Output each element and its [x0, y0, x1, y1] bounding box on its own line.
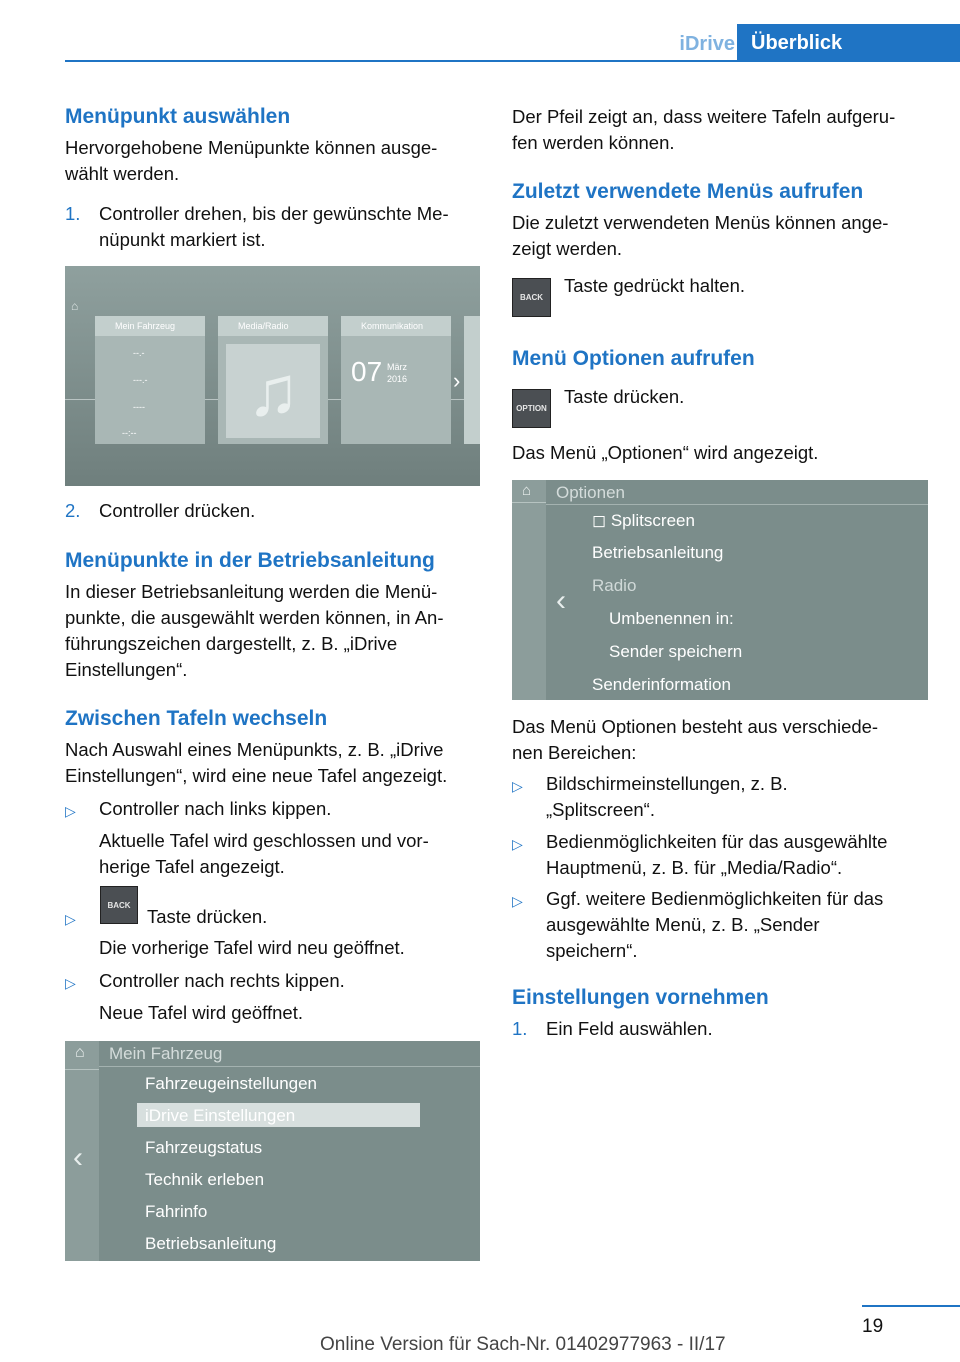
mein-fahrzeug-screen	[65, 1041, 480, 1261]
tab-ueberblick[interactable]: Überblick	[737, 24, 960, 62]
heading-einstellungen-vornehmen: Einstellungen vornehmen	[512, 986, 769, 1009]
tile-next[interactable]	[464, 316, 480, 444]
text: Das Menü „Optionen“ wird angezeigt.	[512, 442, 819, 463]
menu-item[interactable]: Betriebsanleitung	[145, 1234, 277, 1253]
back-button-icon: BACK	[512, 278, 551, 317]
home-icon[interactable]: ⌂	[75, 1044, 85, 1061]
menu-item[interactable]: Technik erleben	[145, 1170, 265, 1189]
list-item: Controller nach links kippen.	[99, 798, 332, 819]
date-year: 2016	[387, 374, 408, 384]
menu-item[interactable]: Fahrzeugstatus	[145, 1138, 263, 1157]
step-text: nüpunkt markiert ist.	[99, 229, 266, 250]
step-number: 2.	[65, 500, 81, 521]
left-rail	[512, 480, 546, 700]
divider	[512, 502, 546, 503]
bullet-triangle-icon: ▷	[65, 911, 76, 927]
text: Der Pfeil zeigt an, dass weitere Tafeln aufgeru-	[512, 106, 896, 127]
text: punkte, die ausgewählt werden können, in An-	[65, 607, 444, 628]
tile-label: Kommunikation	[341, 316, 451, 336]
text: zeigt werden.	[512, 238, 623, 259]
online-version-note: Online Version für Sach-Nr. 01402977963 - II/17	[320, 1334, 726, 1355]
back-button-icon: BACK	[100, 886, 138, 924]
step-text: Controller drücken.	[99, 500, 256, 521]
list-item: Neue Tafel wird geöffnet.	[99, 1002, 303, 1023]
text: Hervorgehobene Menüpunkte können ausge-	[65, 137, 438, 158]
list-item: Taste drücken.	[147, 906, 268, 927]
heading-menuepunkte-betriebsanleitung: Menüpunkte in der Betriebsanleitung	[65, 549, 435, 572]
value: ---.-	[133, 375, 148, 385]
text: wählt werden.	[65, 163, 180, 184]
tile-label: Mein Fahrzeug	[95, 316, 205, 336]
bullet-triangle-icon: ▷	[512, 893, 523, 909]
list-item: „Splitscreen“.	[546, 799, 655, 820]
list-item: herige Tafel angezeigt.	[99, 856, 285, 877]
list-item: Bildschirmeinstellungen, z. B.	[546, 773, 788, 794]
tile-media-radio[interactable]	[218, 316, 328, 444]
tile-mein-fahrzeug[interactable]	[95, 316, 205, 444]
divider	[99, 1066, 480, 1067]
bullet-triangle-icon: ▷	[512, 836, 523, 852]
heading-zuletzt-verwendete: Zuletzt verwendete Menüs aufrufen	[512, 180, 864, 203]
text: Nach Auswahl eines Menüpunkts, z. B. „iDrive	[65, 739, 444, 760]
menu-item[interactable]: Fahrinfo	[145, 1202, 208, 1221]
value: --.-	[133, 348, 145, 358]
menu-item[interactable]: Betriebsanleitung	[592, 543, 724, 562]
footer-divider	[862, 1305, 960, 1307]
list-item: Bedienmöglichkeiten für das ausgewählte	[546, 831, 888, 852]
date-month: März	[387, 362, 407, 372]
heading-zwischen-tafeln: Zwischen Tafeln wechseln	[65, 707, 328, 730]
list-item: Aktuelle Tafel wird geschlossen und vor-	[99, 830, 429, 851]
tab-idrive[interactable]: iDrive	[679, 33, 735, 55]
menu-item[interactable]: Senderinformation	[592, 675, 731, 694]
divider	[65, 1069, 99, 1070]
list-item: Hauptmenü, z. B. für „Media/Radio“.	[546, 857, 843, 878]
text: fen werden können.	[512, 132, 675, 153]
list-item: Die vorherige Tafel wird neu geöffnet.	[99, 937, 405, 958]
music-note-icon: ♫	[226, 344, 320, 438]
text: nen Bereichen:	[512, 742, 637, 763]
optionen-screen	[512, 480, 928, 700]
step-text: Ein Feld auswählen.	[546, 1018, 713, 1039]
tile-kommunikation[interactable]	[341, 316, 451, 444]
text: führungszeichen dargestellt, z. B. „iDrive	[65, 633, 398, 654]
menu-item[interactable]: Umbenennen in:	[609, 609, 734, 628]
text: Taste drücken.	[564, 386, 685, 407]
home-icon[interactable]: ⌂	[522, 482, 532, 499]
chevron-left-icon[interactable]: ‹	[556, 584, 566, 617]
heading-menue-optionen: Menü Optionen aufrufen	[512, 347, 755, 370]
menu-item[interactable]: Fahrzeugeinstellungen	[145, 1074, 318, 1093]
home-icon: ⌂	[71, 299, 79, 313]
idrive-main-screen	[65, 266, 480, 486]
heading-menuepunkt-auswaehlen: Menüpunkt auswählen	[65, 105, 291, 128]
page-number: 19	[862, 1316, 884, 1337]
text: Taste gedrückt halten.	[564, 275, 745, 296]
chevron-right-icon[interactable]: ›	[453, 368, 461, 393]
text: Einstellungen“, wird eine neue Tafel angezeigt.	[65, 765, 448, 786]
chevron-left-icon[interactable]: ‹	[73, 1141, 83, 1174]
step-number: 1.	[65, 203, 81, 224]
date-day: 07	[351, 356, 383, 387]
text: Einstellungen“.	[65, 659, 188, 680]
step-number: 1.	[512, 1018, 528, 1039]
tile-label: Media/Radio	[218, 316, 328, 336]
menu-section-label: Radio	[592, 576, 637, 595]
text: Das Menü Optionen besteht aus verschiede-	[512, 716, 879, 737]
menu-item[interactable]: Sender speichern	[609, 642, 743, 661]
menu-item-selected[interactable]: iDrive Einstellungen	[145, 1106, 296, 1125]
value: ----	[133, 402, 145, 412]
list-item: Controller nach rechts kippen.	[99, 970, 345, 991]
bullet-triangle-icon: ▷	[65, 803, 76, 819]
text: In dieser Betriebsanleitung werden die Menü-	[65, 581, 438, 602]
list-item: speichern“.	[546, 940, 638, 961]
step-text: Controller drehen, bis der gewünschte Me-	[99, 203, 449, 224]
bullet-triangle-icon: ▷	[65, 975, 76, 991]
option-button-icon: OPTION	[512, 389, 551, 428]
value: --:--	[122, 428, 137, 438]
screen-title: Optionen	[556, 483, 625, 502]
divider	[546, 504, 928, 505]
menu-item-splitscreen[interactable]: ◻ Splitscreen	[592, 511, 695, 530]
header-divider	[65, 60, 960, 62]
bullet-triangle-icon: ▷	[512, 778, 523, 794]
list-item: ausgewählte Menü, z. B. „Sender	[546, 914, 820, 935]
screen-title: Mein Fahrzeug	[109, 1044, 223, 1063]
text: Die zuletzt verwendeten Menüs können ange-	[512, 212, 889, 233]
list-item: Ggf. weitere Bedienmöglichkeiten für das	[546, 888, 884, 909]
